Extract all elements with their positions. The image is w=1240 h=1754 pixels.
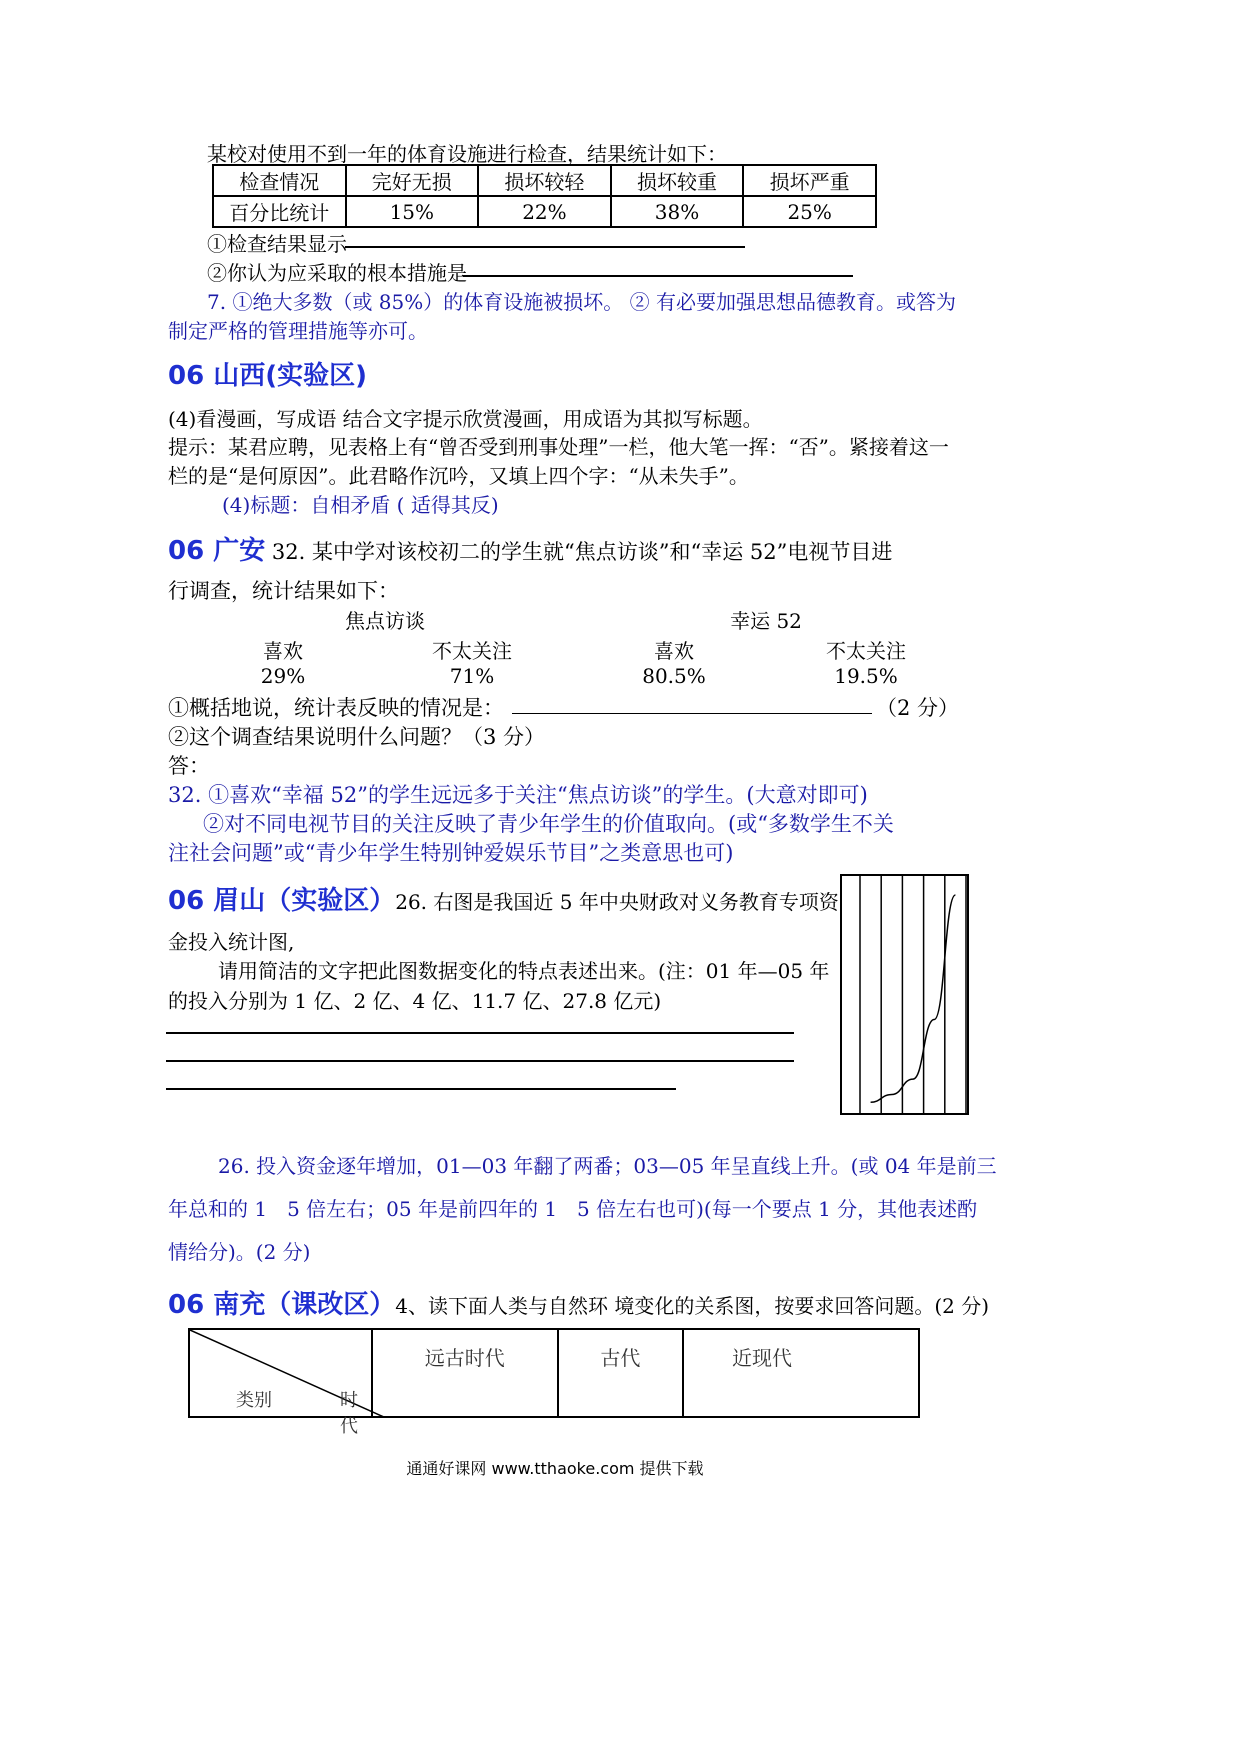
table-cell: 22% [478, 196, 611, 227]
chart-series-line [871, 895, 956, 1102]
prompt-text: 4、读下面人类与自然环 境变化的关系图，按要求回答问题。(2 分) [395, 1294, 990, 1318]
prompt-text: 行调查，统计结果如下： [168, 579, 399, 603]
table-cell: 38% [611, 196, 744, 227]
survey-subhead: 喜欢 [654, 639, 694, 663]
table-header-cell: 检查情况 [213, 165, 346, 196]
answer-text: 32. ①喜欢“幸福 52”的学生远远多于关注“焦点访谈”的学生。(大意对即可) [168, 783, 868, 807]
survey-value: 19.5% [834, 664, 898, 688]
survey-subhead: 不太关注 [826, 639, 906, 663]
prompt-text: (4)看漫画，写成语 结合文字提示欣赏漫画，用成语为其拟写标题。 [168, 407, 763, 431]
answer-text: ②对不同电视节目的关注反映了青少年学生的价值取向。(或“多数学生不关 [203, 812, 894, 836]
survey-subhead: 不太关注 [432, 639, 512, 663]
section-heading: 06 南充（课改区） [168, 1290, 396, 1320]
answer-blank [166, 1088, 676, 1090]
question-2: ②这个调查结果说明什么问题？（3 分） [168, 725, 546, 749]
section-heading: 06 眉山（实验区） [168, 886, 396, 916]
prompt-text: 的投入分别为 1 亿、2 亿、4 亿、11.7 亿、27.8 亿元) [168, 989, 662, 1013]
survey-group-label: 焦点访谈 [345, 609, 425, 633]
answer-text: (4)标题：自相矛盾 ( 适得其反) [222, 493, 499, 517]
survey-value: 71% [449, 664, 495, 688]
prompt-text: 32. 某中学对该校初二的学生就“焦点访谈”和“幸运 52”电视节目进 [265, 540, 893, 564]
survey-value: 29% [260, 664, 306, 688]
answer-text: 注社会问题”或“青少年学生特别钟爱娱乐节目”之类意思也可) [168, 841, 734, 865]
table-cell: 百分比统计 [213, 196, 346, 227]
table-header-cell: 损坏严重 [743, 165, 876, 196]
answer-text: 7. ①绝大多数（或 85%）的体育设施被损坏。 ② 有必要加强思想品德教育。或答为 [207, 290, 956, 314]
prompt-text: 提示：某君应聘，见表格上有“曾否受到刑事处理”一栏，他大笔一挥：“否”。紧接着这一 [168, 435, 949, 459]
answer-blank [463, 275, 853, 277]
inspection-table [212, 164, 877, 228]
question-2: ②你认为应采取的根本措施是 [207, 261, 467, 285]
answer-blank [166, 1060, 794, 1062]
corner-label-era: 时代 [340, 1390, 358, 1437]
survey-value: 80.5% [642, 664, 706, 688]
section-heading: 06 山西(实验区) [168, 361, 367, 391]
score-text: （2 分） [876, 696, 960, 720]
answer-label: 答： [168, 754, 210, 778]
answer-blank [166, 1032, 794, 1034]
survey-group-label: 幸运 52 [730, 609, 802, 633]
table-header-cell: 损坏较轻 [478, 165, 611, 196]
prompt-text: 金投入统计图, [168, 930, 295, 954]
era-header: 古代 [558, 1329, 683, 1417]
answer-text: 年总和的 1 5 倍左右；05 年是前四年的 1 5 倍左右也可)(每一个要点 1 分，其他表述酌 [168, 1197, 978, 1221]
question-1: ①概括地说，统计表反映的情况是： [168, 696, 504, 720]
answer-text: 26. 投入资金逐年增加，01—03 年翻了两番；03—05 年呈直线上升。(或 04 年是前三 [218, 1154, 997, 1178]
prompt-text: 请用简洁的文字把此图数据变化的特点表述出来。(注：01 年—05 年 [218, 959, 830, 983]
corner-cell [189, 1329, 372, 1437]
prompt-text: 26. 右图是我国近 5 年中央财政对义务教育专项资 [395, 890, 839, 914]
prompt-text: 栏的是“是何原因”。此君略作沉吟，又填上四个字：“从未失手”。 [168, 464, 749, 488]
table-cell: 15% [346, 196, 479, 227]
survey-subhead: 喜欢 [263, 639, 303, 663]
funding-chart [840, 874, 970, 1116]
question-1: ①检查结果显示 [207, 232, 347, 256]
footer-text: 通通好课网 www.tthaoke.com 提供下载 [406, 1459, 704, 1478]
corner-label-category: 类别 [236, 1390, 272, 1411]
answer-text: 情给分)。(2 分) [168, 1240, 311, 1264]
intro-text: 某校对使用不到一年的体育设施进行检查，结果统计如下： [207, 142, 727, 166]
table-header-cell: 完好无损 [346, 165, 479, 196]
era-header: 近现代 [683, 1329, 919, 1417]
era-table [188, 1328, 920, 1437]
answer-blank [345, 246, 745, 248]
era-header: 远古时代 [372, 1329, 558, 1417]
section-heading: 06 广安 [168, 536, 266, 566]
answer-text: 制定严格的管理措施等亦可。 [168, 319, 428, 343]
table-cell: 25% [743, 196, 876, 227]
answer-blank [512, 713, 872, 714]
table-header-cell: 损坏较重 [611, 165, 744, 196]
